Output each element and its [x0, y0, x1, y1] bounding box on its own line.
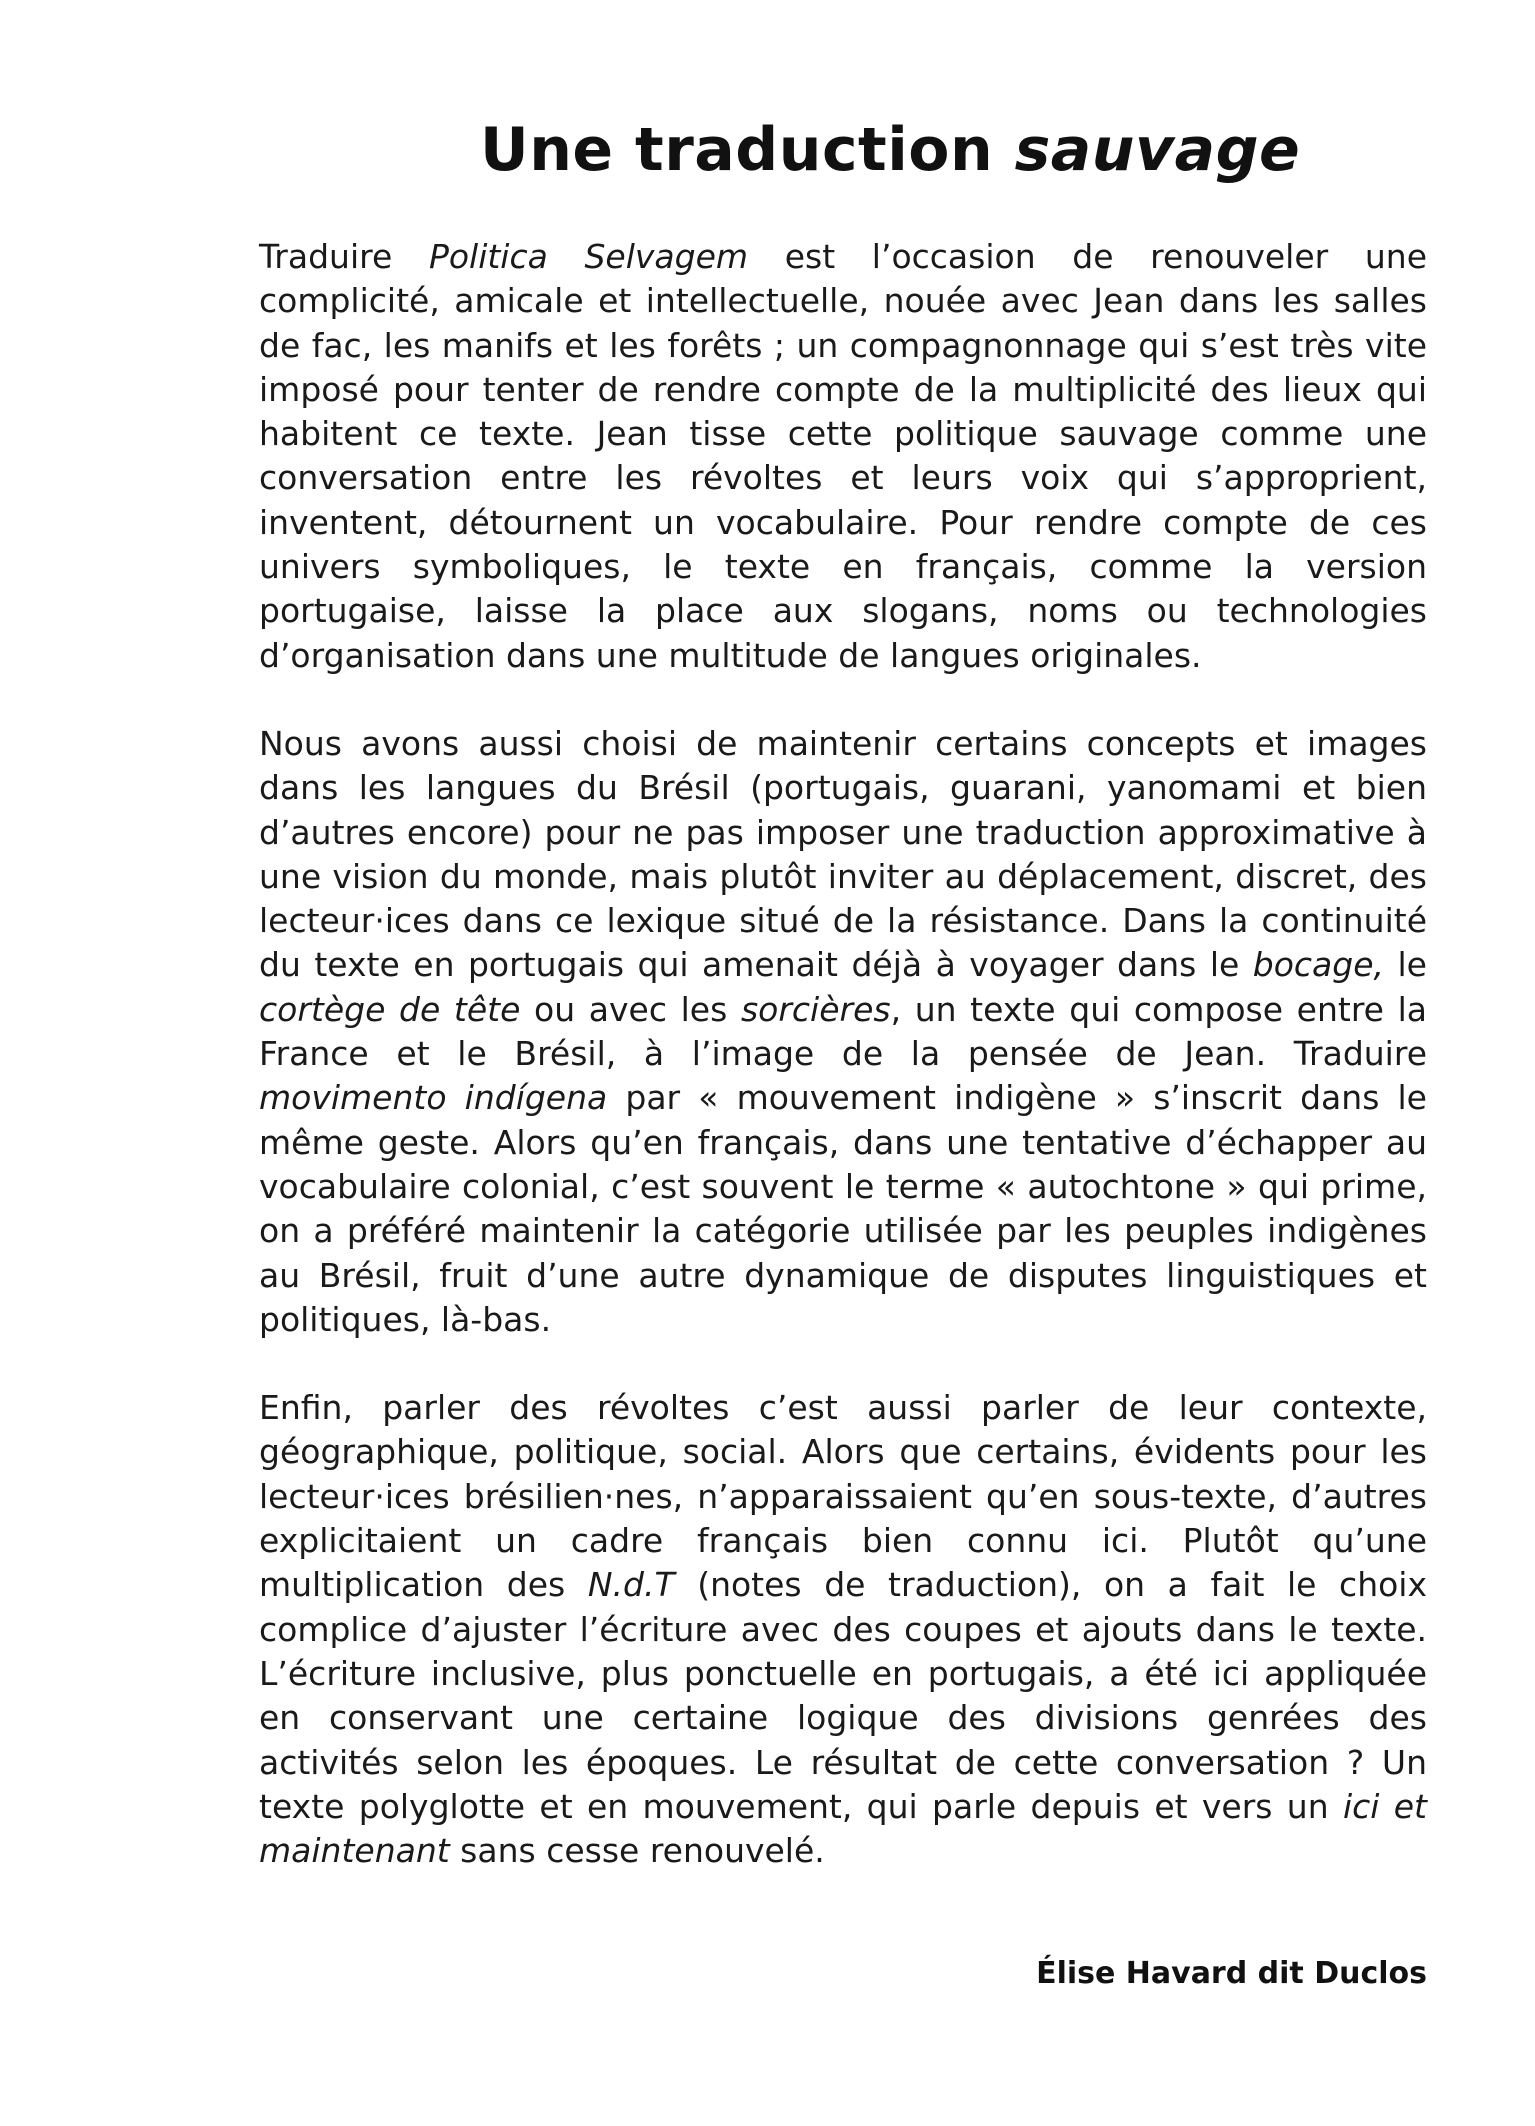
article-body	[259, 235, 1427, 1873]
author-signature: Élise Havard dit Duclos	[1036, 1956, 1427, 1991]
italic-run: N.d.T	[587, 1565, 675, 1605]
italic-run: ici et maintenant	[259, 1786, 1427, 1871]
text-run: est l’occasion de renouveler une complicité, amicale et intellectuelle, nouée avec Jean dans les salles de fac, les manifs et les forêts ; un compagnonnage qui s’est très vite imposé pour tenter de rendre compte de la multiplicité des lieux qui habitent ce texte. Jean tisse cette politique sauvage comme une conversation entre les révoltes et leurs voix qui s’approprient, inventent, détournent un vocabulaire. Pour rendre compte de ces univers symboliques, le texte en français, comme la version portugaise, laisse la place aux slogans, noms ou technologies d’organisation dans une multitude de langues originales.	[259, 237, 1427, 675]
paragraph-3	[259, 1386, 1427, 1873]
text-run: par « mouvement indigène » s’inscrit dans le même geste. Alors qu’en français, dans une tentative d’échapper au vocabulaire colonial, c’est souvent le terme « autochtone » qui prime, on a préféré maintenir la catégorie utilisée par les peuples indigènes au Brésil, fruit d’une autre dynamique de disputes linguistiques et politiques, là-bas.	[259, 1078, 1427, 1339]
text-run: le	[1384, 945, 1427, 985]
italic-run: movimento indígena	[259, 1078, 608, 1118]
text-run: Traduire	[259, 237, 429, 276]
paragraph-1	[259, 235, 1427, 678]
text-run: (notes de traduction), on a fait le choix complice d’ajuster l’écriture avec des coupes et ajouts dans le texte. L’écriture inclusive, plus ponctuelle en portugais, a été ici appliquée en conservant une certaine logique des divisions genrées des activités selon les époques. Le résultat de cette conversation ? Un texte polyglotte et en mouvement, qui parle depuis et vers un	[259, 1565, 1427, 1826]
paragraph-2	[259, 722, 1427, 1342]
italic-run: Politica Selvagem	[428, 237, 749, 276]
text-run: ou avec les	[520, 989, 741, 1029]
title-main: Une traduction	[480, 115, 1015, 185]
text-run: Enfin, parler des révoltes c’est aussi parler de leur contexte, géographique, politique, social. Alors que certains, évidents pour les lecteur·ices brésilien·nes, n’apparaissaient qu’en sous-texte, d’autres explicitaient un cadre français bien connu ici. Plutôt qu’une multiplication des	[259, 1388, 1427, 1605]
italic-run: cortège de tête	[259, 989, 521, 1029]
text-run: Nous avons aussi choisi de maintenir certains concepts et images dans les langues du Brésil (portugais, guarani, yanomami et bien d’autres encore) pour ne pas imposer une traduction approximative à une vision du monde, mais plutôt inviter au déplacement, discret, des lecteur·ices dans ce lexique situé de la résistance. Dans la continuité du texte en portugais qui amenait déjà à voyager dans le	[259, 723, 1427, 985]
italic-run: sorcières	[740, 989, 891, 1029]
text-run: , un texte qui compose entre la France et le Brésil, à l’image de la pensée de Jean. Traduire	[259, 989, 1427, 1074]
page-title	[480, 110, 1340, 190]
title-emphasis: sauvage	[1014, 115, 1301, 185]
text-run: sans cesse renouvelé.	[449, 1831, 825, 1871]
italic-run: bocage,	[1252, 945, 1385, 985]
